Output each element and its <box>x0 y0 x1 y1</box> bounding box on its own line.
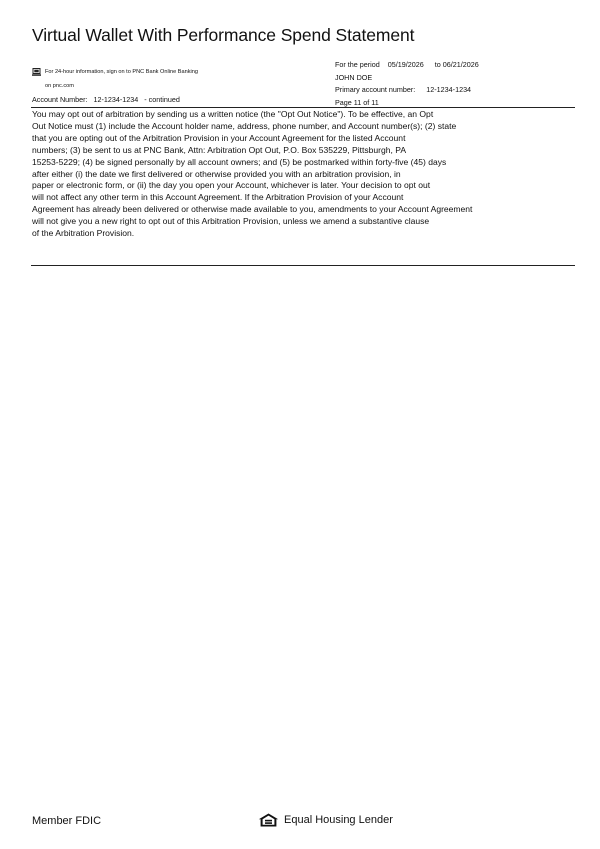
online-banking-url[interactable]: on pnc.com <box>45 83 74 89</box>
paragraph-line: You may opt out of arbitration by sending us a written notice (the "Opt Out Notice"). To be effective, an Opt <box>32 109 434 119</box>
paragraph-line: numbers; (3) be sent to us at PNC Bank, Attn: Arbitration Opt Out, P.O. Box 535229, Pittsburgh, PA <box>32 144 407 155</box>
account-number-value: 12-1234-1234 <box>93 95 139 104</box>
period-block <box>335 59 479 109</box>
period-line <box>335 59 479 72</box>
paragraph-line: of the Arbitration Provision. <box>32 228 135 239</box>
period-to: to <box>434 60 441 69</box>
paragraph-line: Out Notice must (1) include the Account holder name, address, phone number, and Account number(s); (2) state <box>32 120 457 131</box>
computer-icon <box>32 68 41 76</box>
paragraph-line: 15253-5229; (4) be signed personally by all account owners; and (5) be postmarked within forty-five (45) days <box>32 156 447 167</box>
online-banking-note: For 24-hour information, sign on to PNC Bank Online Banking <box>45 69 198 75</box>
paragraph-line: after either (i) the date we first delivered or otherwise provided you with an arbitration provision, in <box>32 168 401 179</box>
statement-title: Virtual Wallet With Performance Spend Statement <box>32 25 415 45</box>
header-divider <box>31 107 575 108</box>
online-banking-row <box>32 68 198 76</box>
page-indicator: Page 11 of 11 <box>335 97 379 107</box>
paragraph-line: that you are opting out of the Arbitration Provision in your Account Agreement for the listed Account <box>32 132 406 143</box>
online-banking-info <box>32 68 198 90</box>
period-label: For the period <box>335 60 380 69</box>
primary-account-label: Primary account number: <box>335 85 416 94</box>
continued-marker: - continued <box>144 95 180 104</box>
period-end: 06/21/2026 <box>442 60 479 69</box>
member-fdic: Member FDIC <box>32 815 102 827</box>
section-divider <box>31 265 575 266</box>
paragraph-line: Agreement has already been delivered or otherwise made available to you, amendments to your Account Agreement <box>32 204 473 215</box>
account-number-line <box>32 95 186 104</box>
primary-account-line <box>335 84 479 97</box>
paragraph-line: paper or electronic form, or (ii) the day you open your Account, whichever is later. Your decision to opt out <box>32 180 431 191</box>
opt-out-paragraph <box>32 109 572 240</box>
equal-housing-lender <box>258 813 393 827</box>
account-number-label: Account Number: <box>32 95 88 104</box>
customer-name: JOHN DOE <box>335 72 373 82</box>
equal-housing-label: Equal Housing Lender <box>284 814 393 826</box>
primary-account-number: 12-1234-1234 <box>426 85 472 94</box>
equal-housing-icon <box>258 813 279 827</box>
paragraph-line: will not give you a new right to opt out of this Arbitration Provision, unless we amend a substantive clause <box>32 216 430 227</box>
period-start: 05/19/2026 <box>387 60 424 69</box>
paragraph-line: will not affect any other term in this Account Agreement. If the Arbitration Provision of your Account <box>32 192 404 203</box>
